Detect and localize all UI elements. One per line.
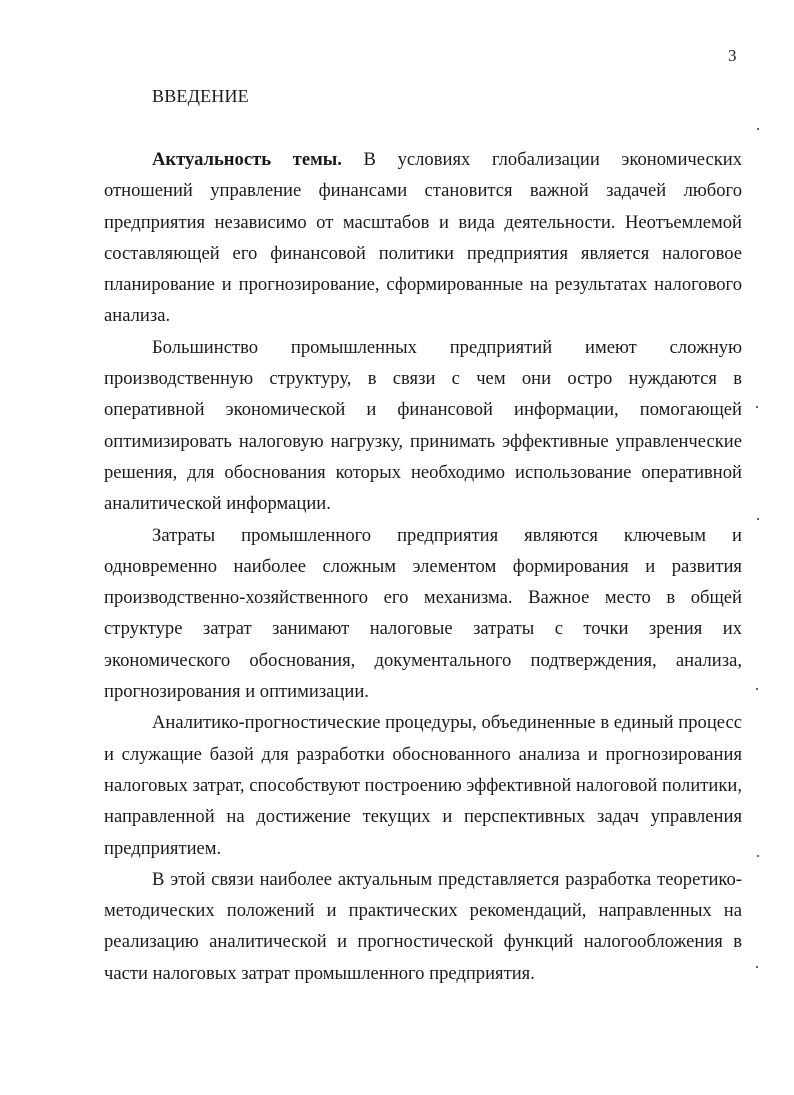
document-body [104,144,742,989]
paragraph: В этой связи наиболее актуальным представляется разработка теоретико-методических положений и практических рекомендаций, направленных на реализацию аналитической и прогностической функций налогообложения в части налоговых затрат промышленного предприятия. [104,868,742,984]
scan-speck [757,128,759,130]
scan-speck [757,518,759,520]
scan-speck [756,406,758,408]
paragraph: Большинство промышленных предприятий имеют сложную производственную структуру, в связи с чем они остро нуждаются в оперативной экономической и финансовой информации, помогающей оптимизировать налоговую нагрузку, принимать эффективные управленческие решения, для обоснования которых необходимо использование оперативной аналитической информации. [104,336,742,515]
paragraph-relevance [104,144,742,332]
paragraph: Аналитико-прогностические процедуры, объединенные в единый процесс и служащие базой для разработки обоснованного анализа и прогнозирования налоговых затрат, способствуют построению эффективной налоговой политики, направленной на достижение текущих и перспективных задач управления предприятием. [104,712,742,859]
paragraph-text: В условиях глобализации экономических отношений управление финансами становится важной задачей любого предприятия независимо от масштабов и вида деятельности. Неотъемлемой составляющей его финансовой политики предприятия является налоговое планирование и прогнозирование, сформированные на результатах налогового анализа. [104,149,742,327]
scan-speck [756,688,758,690]
page-number: 3 [728,46,737,65]
section-heading: ВВЕДЕНИЕ [152,86,249,106]
scan-speck [756,966,758,968]
scan-speck [757,855,759,857]
relevance-lead: Актуальность темы. [152,149,342,170]
paragraph: Затраты промышленного предприятия являются ключевым и одновременно наиболее сложным элементом формирования и развития производственно-хозяйственного его механизма. Важное место в общей структуре затрат занимают налоговые затраты с точки зрения их экономического обоснования, документального подтверждения, анализа, прогнозирования и оптимизации. [104,524,742,703]
